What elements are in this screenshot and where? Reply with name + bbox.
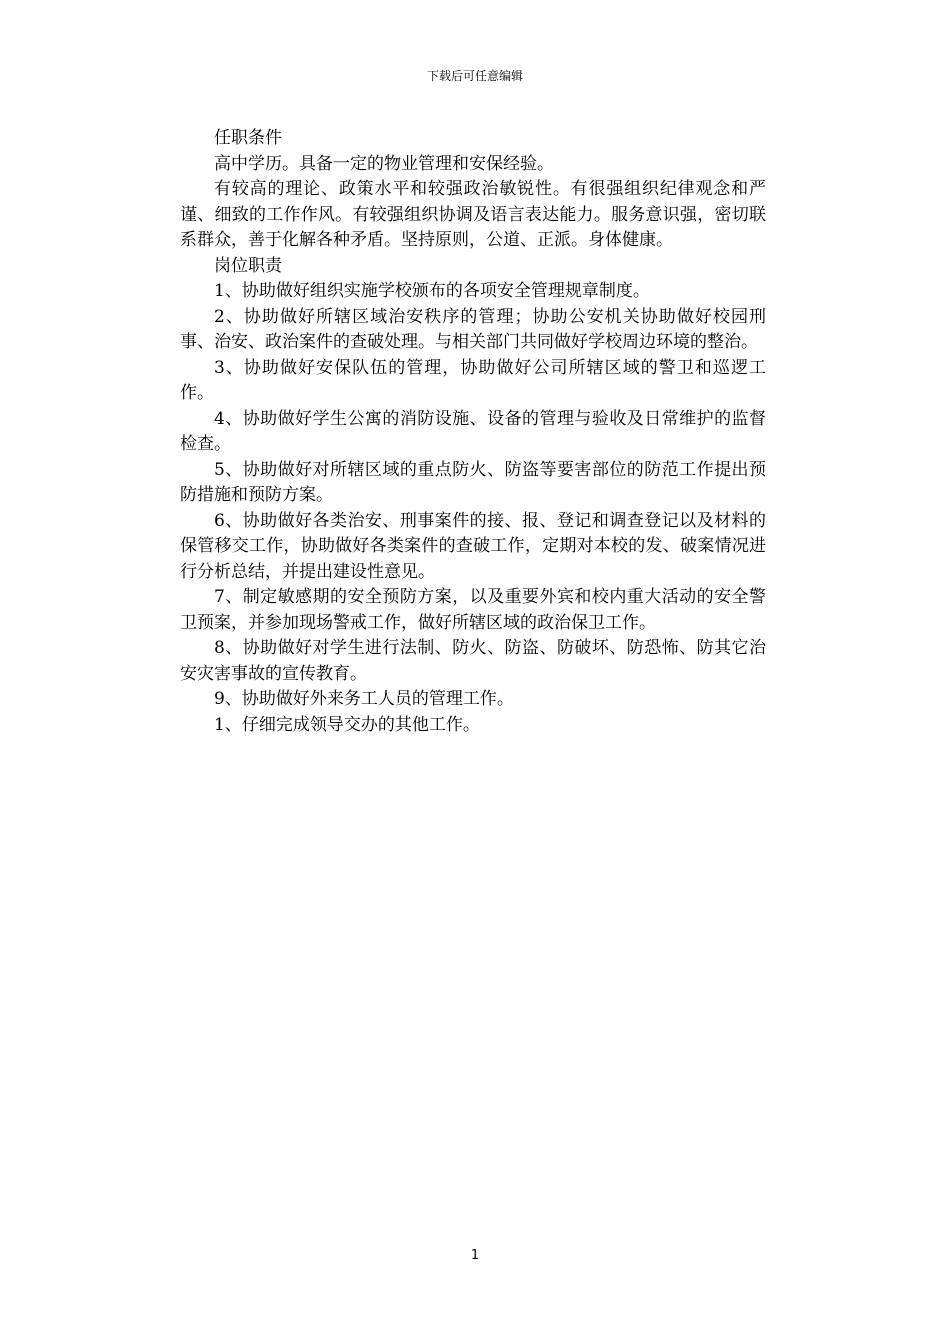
document-body bbox=[180, 126, 766, 738]
duty-item-6: 6、协助做好各类治安、刑事案件的接、报、登记和调查登记以及材料的保管移交工作，协助做好各类案件的查破工作，定期对本校的发、破案情况进行分析总结，并提出建设性意见。 bbox=[180, 510, 766, 582]
duty-item-7: 7、制定敏感期的安全预防方案，以及重要外宾和校内重大活动的安全警卫预案，并参加现场警戒工作，做好所辖区域的政治保卫工作。 bbox=[180, 587, 766, 633]
duty-item-5: 5、协助做好对所辖区域的重点防火、防盗等要害部位的防范工作提出预防措施和预防方案。 bbox=[180, 459, 766, 505]
section-heading-duties: 岗位职责 bbox=[214, 255, 282, 276]
paragraph-abilities: 有较高的理论、政策水平和较强政治敏锐性。有很强组织纪律观念和严谨、细致的工作作风。有较强组织协调及语言表达能力。服务意识强，密切联系群众，善于化解各种矛盾。坚持原则，公道、正派。身体健康。 bbox=[180, 179, 766, 250]
duty-item-2: 2、协助做好所辖区域治安秩序的管理；协助公安机关协助做好校园刑事、治安、政治案件的查破处理。与相关部门共同做好学校周边环境的整治。 bbox=[180, 306, 766, 352]
duty-item-9: 9、协助做好外来务工人员的管理工作。 bbox=[214, 689, 514, 709]
paragraph-education: 高中学历。具备一定的物业管理和安保经验。 bbox=[214, 153, 554, 174]
duty-item-1: 1、协助做好组织实施学校颁布的各项安全管理规章制度。 bbox=[214, 281, 650, 301]
duty-item-4: 4、协助做好学生公寓的消防设施、设备的管理与验收及日常维护的监督检查。 bbox=[180, 408, 766, 454]
section-heading-qualifications: 任职条件 bbox=[214, 128, 282, 148]
page-number: 1 bbox=[470, 1248, 480, 1263]
duty-item-8: 8、协助做好对学生进行法制、防火、防盗、防破坏、防恐怖、防其它治安灾害事故的宣传教育。 bbox=[180, 638, 766, 684]
duty-item-10: 1、仔细完成领导交办的其他工作。 bbox=[214, 714, 480, 735]
page-header: 下载后可任意编辑 bbox=[426, 69, 523, 83]
duty-item-3: 3、协助做好安保队伍的管理，协助做好公司所辖区域的警卫和巡逻工作。 bbox=[180, 357, 766, 403]
